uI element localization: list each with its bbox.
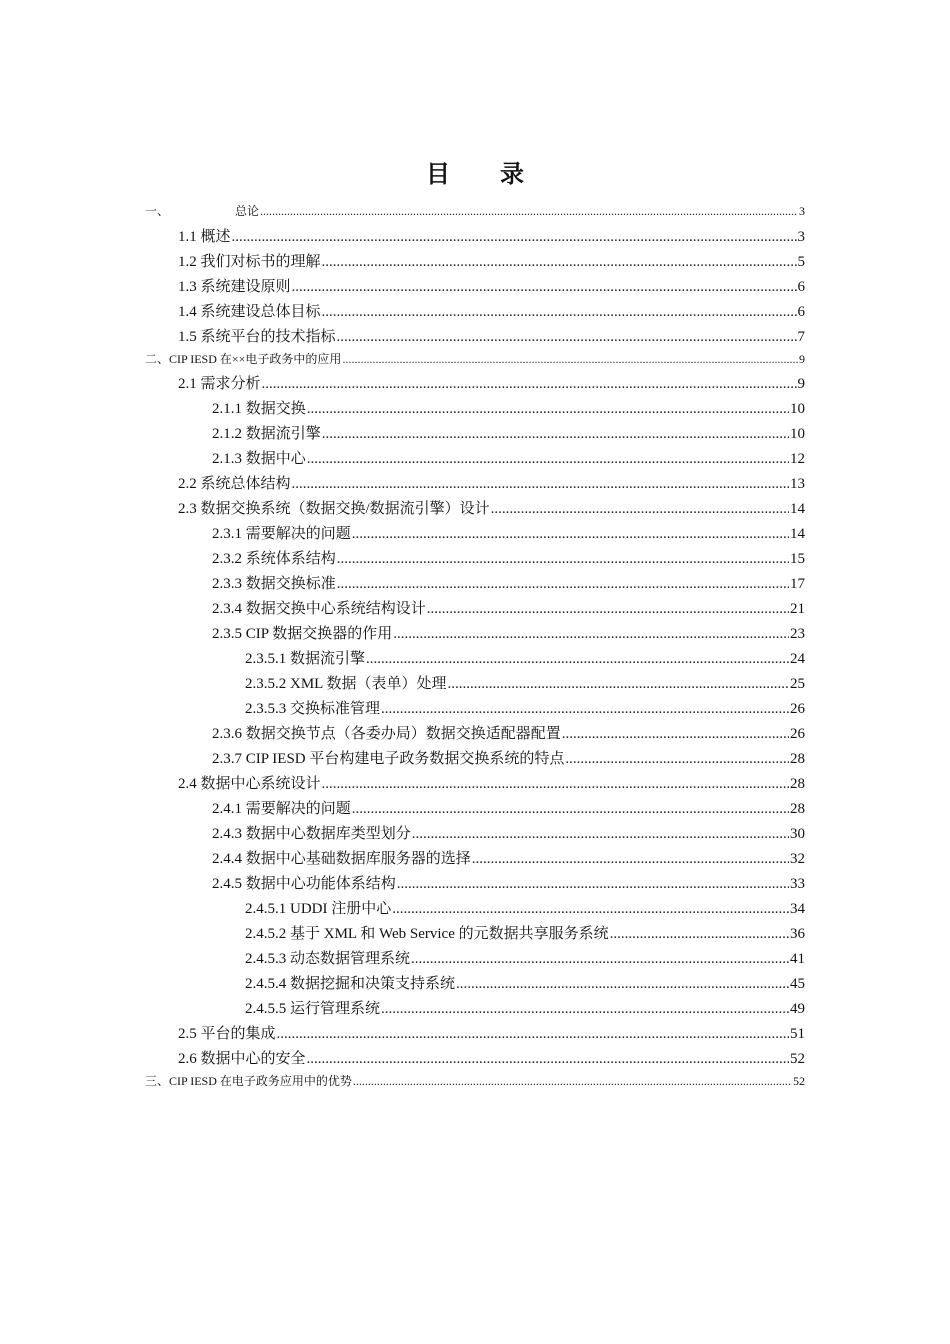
- toc-entry-title: 1.5 系统平台的技术指标: [178, 329, 336, 345]
- toc-entry-title: 1.2 我们对标书的理解: [178, 254, 321, 270]
- toc-dot-leader: [352, 797, 789, 821]
- toc-entry-title: 2.6 数据中心的安全: [178, 1051, 306, 1067]
- toc-entry-page-number: 17: [790, 576, 805, 592]
- toc-dot-leader: [392, 897, 789, 921]
- toc-dot-leader: [337, 325, 797, 349]
- toc-entry-page-number: 32: [790, 851, 805, 867]
- toc-entry-page-number: 28: [790, 776, 805, 792]
- toc-dot-leader: [232, 225, 797, 249]
- toc-entry[interactable]: [212, 722, 805, 746]
- toc-entry[interactable]: [212, 622, 805, 646]
- toc-entry[interactable]: [212, 522, 805, 546]
- toc-entry-page-number: 28: [790, 801, 805, 817]
- toc-entry[interactable]: [178, 250, 805, 274]
- toc-entry-title: 2.5 平台的集成: [178, 1026, 276, 1042]
- toc-entry-page-number: 28: [790, 751, 805, 767]
- toc-dot-leader: [397, 872, 789, 896]
- toc-dot-leader: [337, 547, 789, 571]
- toc-entry-page-number: 45: [790, 976, 805, 992]
- toc-entry-title: 2.1.2 数据流引擎: [212, 426, 321, 442]
- toc-entry-title: 2.4 数据中心系统设计: [178, 776, 321, 792]
- toc-entry-title: 2.3.5.3 交换标准管理: [245, 701, 381, 717]
- toc-entry-page-number: 23: [790, 626, 805, 642]
- toc-dot-leader: [322, 772, 789, 796]
- toc-dot-leader: [562, 722, 789, 746]
- toc-entry[interactable]: [212, 597, 805, 621]
- toc-entry[interactable]: [178, 1022, 805, 1046]
- toc-entry[interactable]: [212, 572, 805, 596]
- toc-dot-leader: [412, 822, 789, 846]
- toc-entry-page-number: 49: [790, 1001, 805, 1017]
- toc-entry-page-number: 24: [790, 651, 805, 667]
- toc-entry[interactable]: [178, 472, 805, 496]
- toc-entry-page-number: 33: [790, 876, 805, 892]
- toc-entry[interactable]: [212, 822, 805, 846]
- toc-entry-title: 2.3.5.2 XML 数据（表单）处理: [245, 676, 447, 692]
- toc-entry-number: 一、: [145, 204, 170, 218]
- toc-dot-leader: [337, 572, 789, 596]
- toc-entry-page-number: 10: [790, 401, 805, 417]
- toc-entry-page-number: 15: [790, 551, 805, 567]
- toc-entry-page-number: 3: [799, 204, 805, 218]
- toc-entry[interactable]: [245, 897, 805, 921]
- toc-entry-title: 2.3.4 数据交换中心系统结构设计: [212, 601, 426, 617]
- toc-entry[interactable]: [178, 497, 805, 521]
- toc-dot-leader: [448, 672, 789, 696]
- toc-dot-leader: [262, 372, 797, 396]
- toc-entry[interactable]: [212, 797, 805, 821]
- toc-entry-page-number: 26: [790, 726, 805, 742]
- toc-entry[interactable]: [245, 672, 805, 696]
- toc-dot-leader: [307, 447, 789, 471]
- toc-dot-leader: [610, 922, 789, 946]
- toc-dot-leader: [322, 300, 797, 324]
- toc-entry-page-number: 13: [790, 476, 805, 492]
- toc-dot-leader: [342, 350, 798, 368]
- toc-entry-title: 2.3.7 CIP IESD 平台构建电子政务数据交换系统的特点: [212, 751, 565, 767]
- toc-dot-leader: [393, 622, 789, 646]
- toc-entry-title: 二、CIP IESD 在××电子政务中的应用: [145, 352, 342, 366]
- toc-entry-title: 2.3.5.1 数据流引擎: [245, 651, 366, 667]
- toc-entry-title: 2.4.5.1 UDDI 注册中心: [245, 901, 392, 917]
- toc-entry-title: 2.1.3 数据中心: [212, 451, 306, 467]
- toc-entry[interactable]: [245, 922, 805, 946]
- toc-entry-title: 2.3.1 需要解决的问题: [212, 526, 351, 542]
- toc-entry[interactable]: [245, 997, 805, 1021]
- toc-entry[interactable]: [212, 422, 805, 446]
- toc-entry[interactable]: [245, 647, 805, 671]
- toc-dot-leader: [381, 697, 789, 721]
- toc-entry-page-number: 14: [790, 501, 805, 517]
- toc-entry[interactable]: [145, 1072, 805, 1090]
- toc-entry-title: 2.2 系统总体结构: [178, 476, 291, 492]
- toc-entry[interactable]: [212, 447, 805, 471]
- toc-entry-page-number: 7: [797, 329, 805, 345]
- toc-dot-leader: [307, 397, 789, 421]
- toc-entry-title: 1.4 系统建设总体目标: [178, 304, 321, 320]
- toc-entry[interactable]: [178, 225, 805, 249]
- toc-entry-page-number: 5: [797, 254, 805, 270]
- toc-entry-title: 三、CIP IESD 在电子政务应用中的优势: [145, 1074, 352, 1088]
- toc-entry-title: [145, 202, 259, 220]
- toc-entry[interactable]: [212, 547, 805, 571]
- toc-entry[interactable]: [212, 872, 805, 896]
- toc-dot-leader: [381, 997, 789, 1021]
- toc-dot-leader: [565, 747, 789, 771]
- toc-dot-leader: [472, 847, 789, 871]
- toc-entry[interactable]: [178, 300, 805, 324]
- toc-entry-page-number: 9: [799, 352, 805, 366]
- toc-entry[interactable]: [178, 372, 805, 396]
- toc-entry-page-number: 12: [790, 451, 805, 467]
- toc-dot-leader: [307, 1047, 789, 1071]
- toc-entry-title: 1.1 概述: [178, 229, 231, 245]
- toc-dot-leader: [292, 275, 797, 299]
- toc-entry-title: 2.3.6 数据交换节点（各委办局）数据交换适配器配置: [212, 726, 561, 742]
- toc-entry-title: 2.4.1 需要解决的问题: [212, 801, 351, 817]
- toc-entry-page-number: 10: [790, 426, 805, 442]
- toc-entry-page-number: 26: [790, 701, 805, 717]
- toc-dot-leader: [353, 1072, 792, 1090]
- toc-entry[interactable]: [145, 202, 805, 220]
- toc-entry-page-number: 51: [790, 1026, 805, 1042]
- toc-dot-leader: [260, 202, 798, 220]
- toc-entry-page-number: 25: [790, 676, 805, 692]
- toc-dot-leader: [456, 972, 789, 996]
- toc-entry[interactable]: [245, 947, 805, 971]
- toc-entry-page-number: 6: [797, 279, 805, 295]
- toc-entry-page-number: 9: [797, 376, 805, 392]
- toc-entry-title: 1.3 系统建设原则: [178, 279, 291, 295]
- toc-entry[interactable]: [245, 972, 805, 996]
- toc-entry-title: 2.4.5.3 动态数据管理系统: [245, 951, 411, 967]
- toc-entry-title: 2.4.5.2 基于 XML 和 Web Service 的元数据共享服务系统: [245, 926, 609, 942]
- toc-entry[interactable]: [178, 772, 805, 796]
- toc-dot-leader: [366, 647, 789, 671]
- toc-entry-page-number: 21: [790, 601, 805, 617]
- toc-dot-leader: [491, 497, 789, 521]
- toc-entry[interactable]: [245, 697, 805, 721]
- toc-entry-title: 2.3.3 数据交换标准: [212, 576, 336, 592]
- toc-entry-title: 2.4.4 数据中心基础数据库服务器的选择: [212, 851, 471, 867]
- toc-entry-text: 总论: [235, 204, 260, 218]
- toc-dot-leader: [322, 250, 797, 274]
- toc-entry[interactable]: [212, 747, 805, 771]
- toc-entry[interactable]: [178, 275, 805, 299]
- toc-entry-title: 2.4.3 数据中心数据库类型划分: [212, 826, 411, 842]
- toc-entry-title: 2.3 数据交换系统（数据交换/数据流引擎）设计: [178, 501, 490, 517]
- toc-entry-page-number: 6: [797, 304, 805, 320]
- toc-dot-leader: [322, 422, 789, 446]
- toc-entry-page-number: 30: [790, 826, 805, 842]
- toc-dot-leader: [427, 597, 789, 621]
- toc-entry-page-number: 3: [797, 229, 805, 245]
- toc-entry-title: 2.1.1 数据交换: [212, 401, 306, 417]
- toc-entry[interactable]: [178, 1047, 805, 1071]
- toc-entry-page-number: 41: [790, 951, 805, 967]
- toc-entry-title: 2.4.5.4 数据挖掘和决策支持系统: [245, 976, 456, 992]
- toc-entry[interactable]: [212, 397, 805, 421]
- toc-entry-page-number: 34: [790, 901, 805, 917]
- toc-entry-title: 2.3.2 系统体系结构: [212, 551, 336, 567]
- toc-entry[interactable]: [212, 847, 805, 871]
- toc-entry-page-number: 14: [790, 526, 805, 542]
- toc-entry-page-number: 52: [790, 1051, 805, 1067]
- page-title: 目 录: [426, 162, 546, 188]
- toc-entry[interactable]: [145, 350, 805, 368]
- toc-entry-page-number: 52: [793, 1074, 805, 1088]
- toc-dot-leader: [292, 472, 789, 496]
- toc-entry[interactable]: [178, 325, 805, 349]
- toc-dot-leader: [352, 522, 789, 546]
- toc-dot-leader: [277, 1022, 789, 1046]
- toc-entry-page-number: 36: [790, 926, 805, 942]
- toc-entry-title: 2.4.5 数据中心功能体系结构: [212, 876, 396, 892]
- toc-entry-title: 2.1 需求分析: [178, 376, 261, 392]
- toc-entry-title: 2.4.5.5 运行管理系统: [245, 1001, 381, 1017]
- toc-entry-title: 2.3.5 CIP 数据交换器的作用: [212, 626, 393, 642]
- toc-dot-leader: [411, 947, 789, 971]
